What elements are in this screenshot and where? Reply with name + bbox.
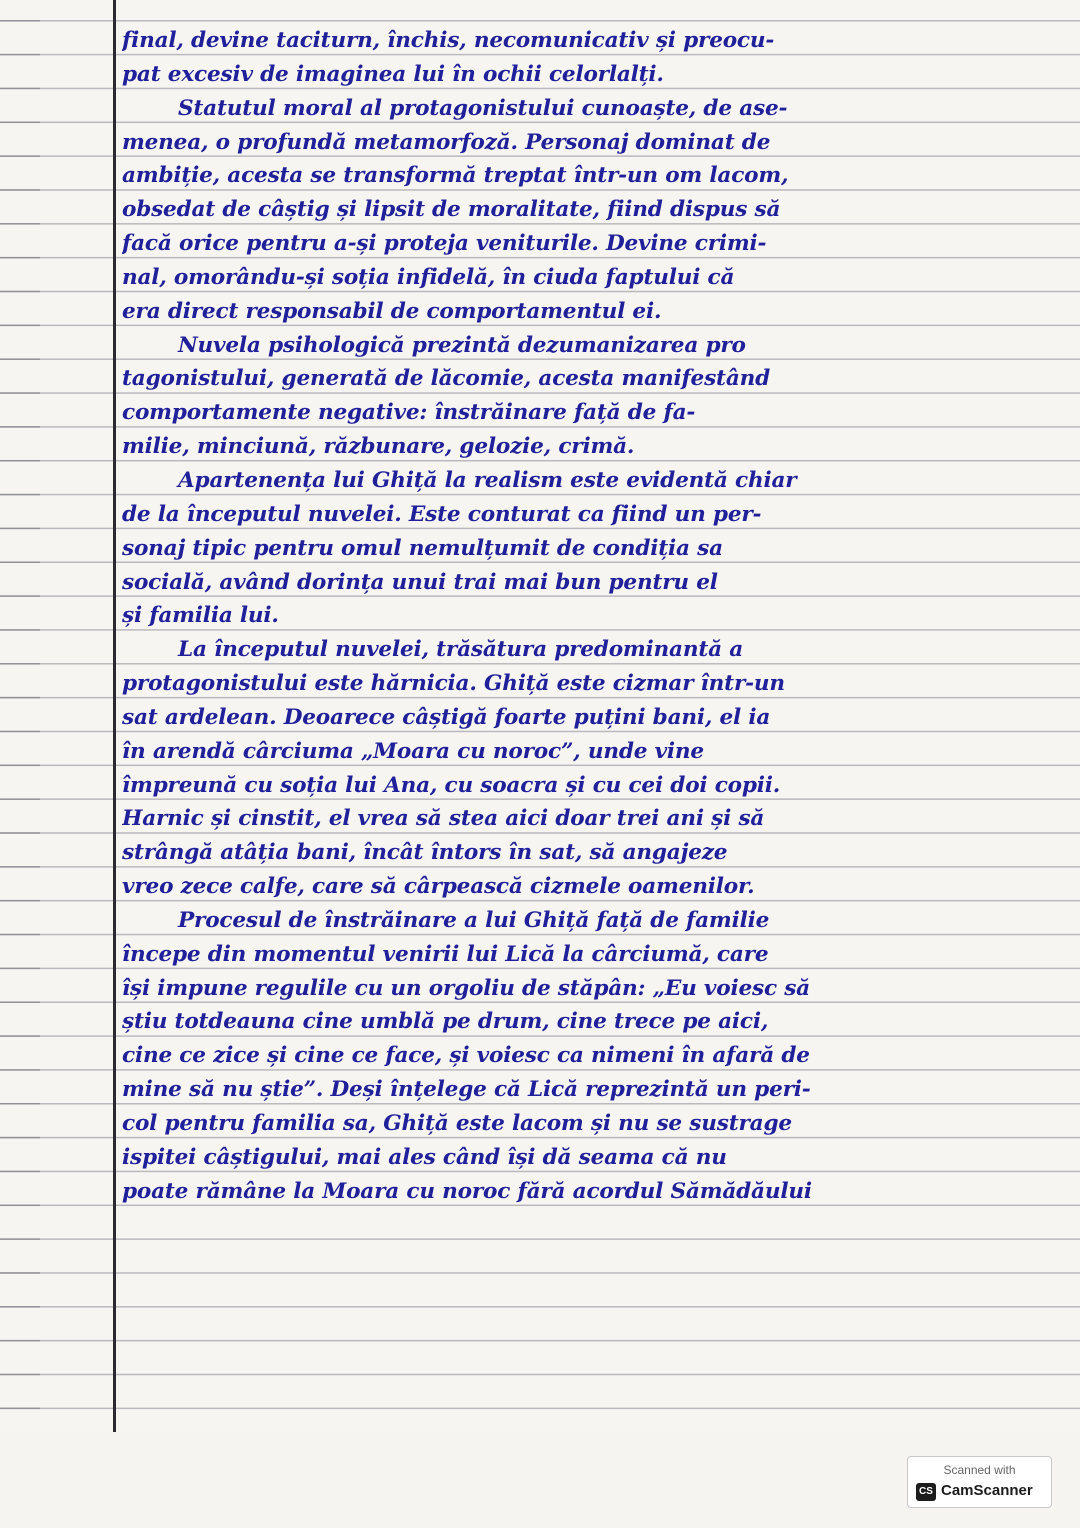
badge-brand-name: CamScanner: [941, 1482, 1033, 1499]
essay-line: protagonistului este hărnicia. Ghiță este cizmar într-un: [122, 671, 785, 697]
essay-line: și familia lui.: [122, 603, 279, 629]
camscanner-logo-icon: CS: [916, 1483, 936, 1501]
essay-line: facă orice pentru a-și proteja veniturile. Devine crimi-: [122, 231, 767, 257]
essay-line: menea, o profundă metamorfoză. Personaj dominat de: [122, 129, 771, 155]
essay-line: Procesul de înstrăinare a lui Ghiță față de familie: [178, 907, 770, 933]
essay-line: Nuvela psihologică prezintă dezumanizarea pro: [178, 332, 746, 358]
essay-line: era direct responsabil de comportamentul ei.: [122, 298, 662, 324]
essay-line: împreună cu soția lui Ana, cu soacra și cu cei doi copii.: [122, 772, 781, 798]
essay-line: vreo zece calfe, care să cârpească cizmele oamenilor.: [122, 874, 755, 900]
left-edge-marks: [0, 0, 40, 1432]
essay-line: mine să nu știe”. Deși înțelege că Lică reprezintă un peri-: [122, 1077, 811, 1103]
essay-line: strângă atâția bani, încât întors în sat, să angajeze: [122, 840, 728, 866]
essay-line: final, devine taciturn, închis, necomunicativ și preocu-: [122, 28, 775, 53]
essay-line: ambiție, acesta se transformă treptat într-un om lacom,: [122, 163, 789, 189]
essay-line: Apartenența lui Ghiță la realism este evidentă chiar: [178, 467, 797, 493]
essay-line: pat excesiv de imaginea lui în ochii celorlalți.: [122, 61, 664, 87]
essay-line: sonaj tipic pentru omul nemulțumit de condiția sa: [122, 535, 723, 561]
essay-line: Harnic și cinstit, el vrea să stea aici doar trei ani și să: [122, 806, 765, 832]
essay-line: ispitei câștigului, mai ales când își dă seama că nu: [122, 1144, 727, 1170]
essay-line: comportamente negative: înstrăinare față de fa-: [122, 400, 696, 426]
essay-line: La începutul nuvelei, trăsătura predominantă a: [178, 637, 744, 663]
essay-line: tagonistului, generată de lăcomie, acesta manifestând: [122, 366, 771, 392]
essay-line: știu totdeauna cine umblă pe drum, cine trece pe aici,: [122, 1009, 769, 1035]
camscanner-badge: [907, 1456, 1052, 1508]
essay-line: sat ardelean. Deoarece câștigă foarte puțini bani, el ia: [122, 704, 771, 730]
essay-line: de la începutul nuvelei. Este conturat ca fiind un per-: [122, 501, 762, 527]
badge-caption: Scanned with: [943, 1463, 1016, 1477]
essay-line: Statutul moral al protagonistului cunoaște, de ase-: [178, 95, 788, 121]
essay-line: nal, omorându-și soția infidelă, în ciuda faptului că: [122, 264, 735, 290]
essay-line: poate rămâne la Moara cu noroc fără acordul Sămădăului: [122, 1178, 812, 1204]
essay-line: obsedat de câștig și lipsit de moralitate, fiind dispus să: [122, 197, 781, 223]
essay-line: în arendă cârciuma „Moara cu noroc”, unde vine: [122, 738, 704, 764]
essay-line: începe din momentul venirii lui Lică la cârciumă, care: [122, 941, 769, 967]
essay-line: își impune regulile cu un orgoliu de stăpân: „Eu voiesc să: [122, 975, 810, 1001]
essay-line: milie, minciună, răzbunare, gelozie, crimă.: [122, 434, 635, 460]
essay-line: col pentru familia sa, Ghiță este lacom și nu se sustrage: [122, 1111, 792, 1136]
essay-line: cine ce zice și cine ce face, și voiesc ca nimeni în afară de: [122, 1043, 810, 1069]
margin-line: [113, 0, 116, 1432]
handwritten-essay: [122, 24, 1050, 1209]
essay-line: socială, având dorința unui trai mai bun pentru el: [122, 569, 718, 595]
